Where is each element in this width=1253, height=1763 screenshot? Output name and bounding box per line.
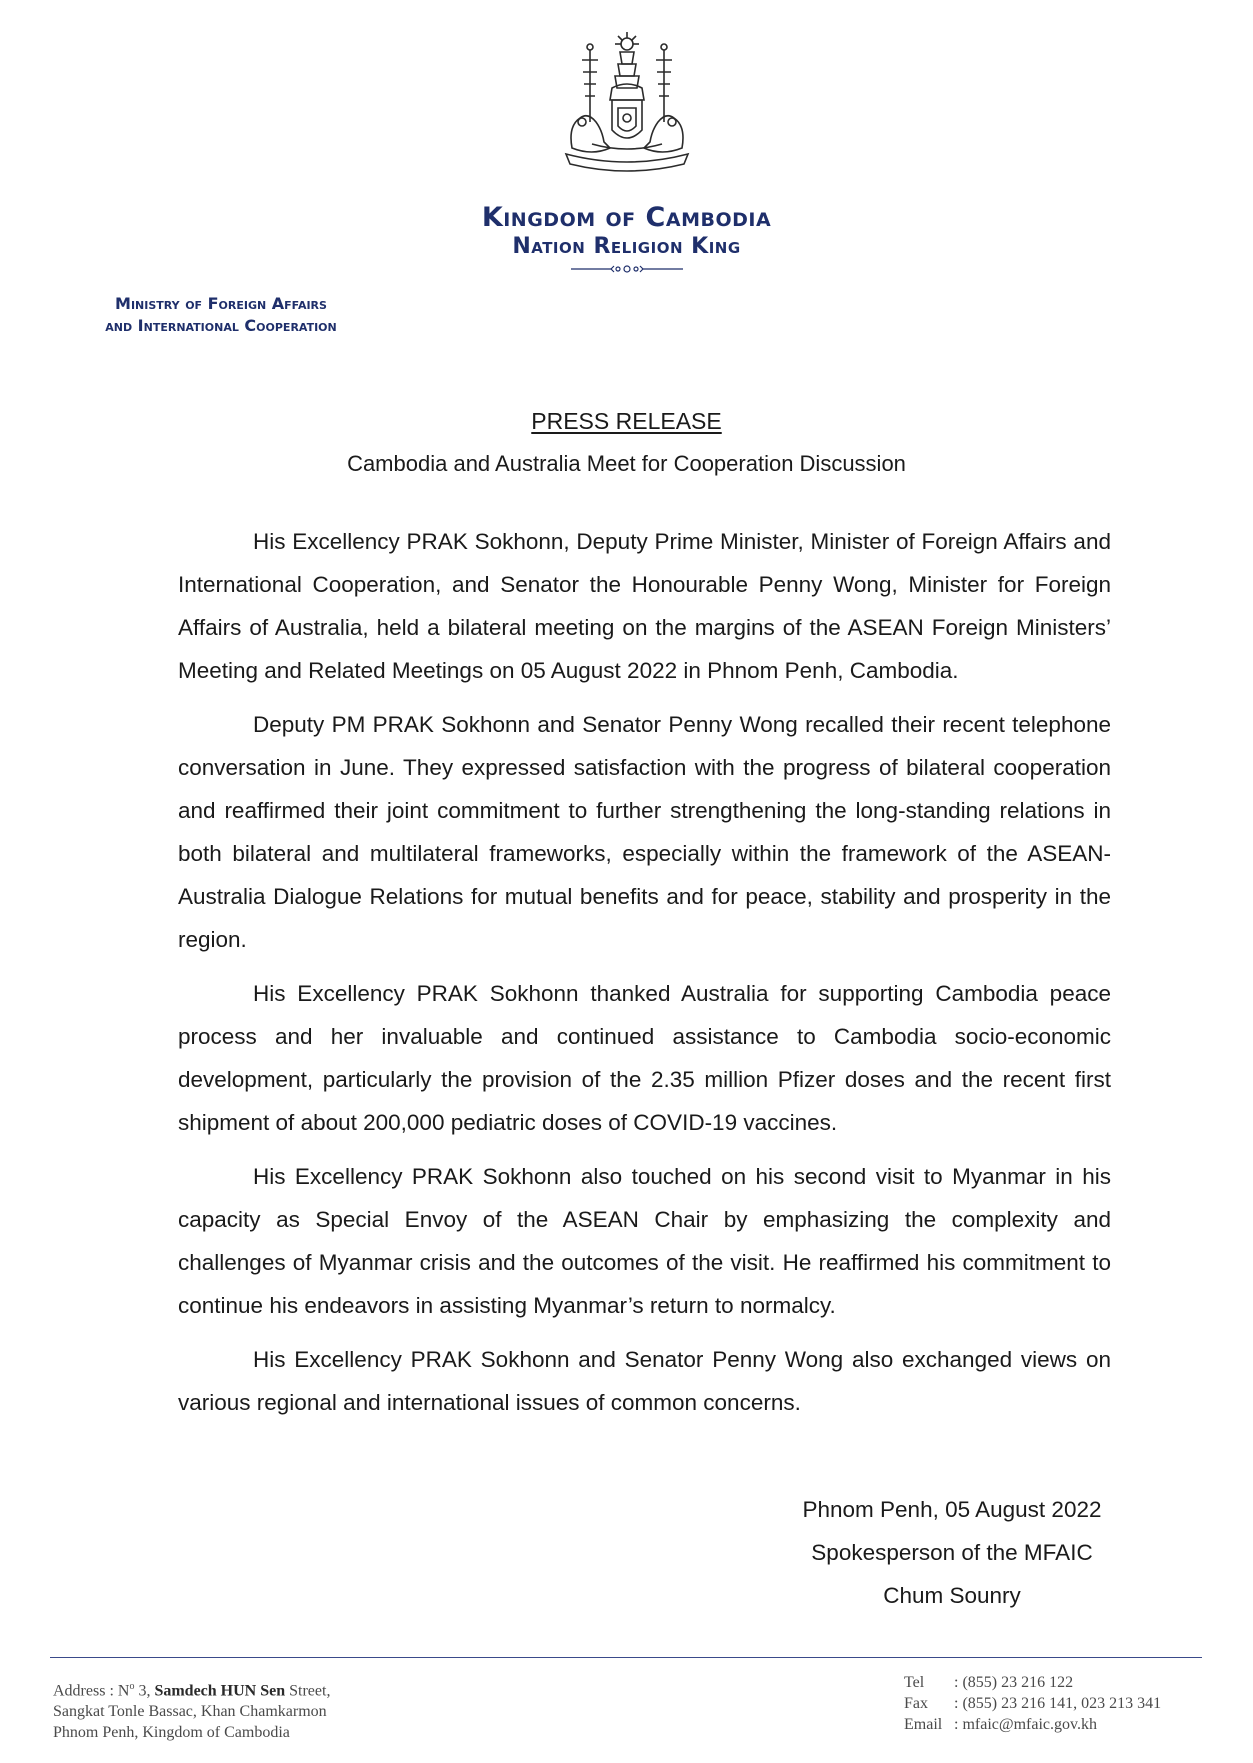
- paragraph: [178, 520, 1111, 692]
- paragraph-lead: Senator the Honourable Penny Wong: [500, 572, 892, 597]
- footer-divider: [50, 1657, 1202, 1658]
- paragraph: [178, 1338, 1111, 1424]
- address-number: 3,: [134, 1682, 155, 1700]
- email-value: : mfaic@mfaic.gov.kh: [954, 1716, 1097, 1733]
- paragraph: [178, 972, 1111, 1144]
- paragraph-text: recalled their recent telephone conversation in June. They expressed satisfaction with the progress of bilateral cooperation and reaffirmed their joint commitment to further strengthening the long-standing relations in both bilateral and multilateral frameworks, especially within the framework of the ASEAN-Australia Dialogue Relations for mutual benefits and for peace, stability and prosperity in the region.: [178, 712, 1112, 952]
- tel-label: Tel: [904, 1674, 925, 1691]
- ministry-name-line1: Ministry of Foreign Affairs: [115, 294, 327, 313]
- paragraph: [178, 1155, 1111, 1327]
- paragraph-lead: His Excellency PRAK Sokhonn: [253, 981, 579, 1006]
- national-motto: Nation Religion King: [512, 234, 741, 259]
- address-line2: Sangkat Tonle Bassac, Khan Chamkarmon: [53, 1703, 327, 1721]
- paragraph-text: and: [530, 712, 583, 737]
- contact-email: [904, 1714, 1161, 1735]
- paragraph-lead: His Excellency PRAK Sokhonn: [253, 1347, 570, 1372]
- footer-contacts: [904, 1672, 1161, 1735]
- paragraph-text: exchanged views on various regional and international issues of common concerns.: [178, 1347, 1111, 1415]
- ornament-divider-icon: [571, 264, 683, 274]
- signature-role: Spokesperson of the MFAIC: [811, 1540, 1093, 1565]
- address-street-suffix: Street,: [285, 1682, 331, 1700]
- signature-name: Chum Sounry: [883, 1583, 1021, 1608]
- address-street-name: Samdech HUN Sen: [154, 1682, 286, 1700]
- paragraph-text: also touched on his second visit to Myanmar in his capacity as Special Envoy of the ASEAN Chair by emphasizing the complexity and challenges of Myanmar crisis and the outcomes of the visit. He reaffirmed his commitment to continue his endeavors in assisting Myanmar’s return to normalcy.: [178, 1164, 1111, 1318]
- fax-label: Fax: [904, 1695, 928, 1712]
- press-release-heading: PRESS RELEASE: [531, 408, 722, 434]
- paragraph-lead: Senator Penny Wong also: [624, 1347, 894, 1372]
- ministry-name-line2: and International Cooperation: [105, 316, 337, 335]
- paragraph-lead: Senator Penny Wong: [582, 712, 798, 737]
- contact-fax: [904, 1693, 1161, 1714]
- kingdom-title: Kingdom of Cambodia: [481, 202, 772, 233]
- document-type: [0, 408, 1253, 435]
- press-release-body: [178, 520, 1111, 1435]
- paragraph-text: and: [569, 1347, 625, 1372]
- paragraph: [178, 703, 1111, 961]
- paragraph-text: thanked Australia for supporting Cambodia peace process and her invaluable and continued assistance to Cambodia socio-economic development, particularly the provision of the 2.35 million Pfizer doses and the recent first shipment of about 200,000 pediatric doses of COVID-19 vaccines.: [178, 981, 1111, 1135]
- email-label: Email: [904, 1716, 943, 1733]
- footer-address: [53, 1676, 330, 1743]
- fax-value: : (855) 23 216 141, 023 213 341: [954, 1695, 1162, 1712]
- paragraph-lead: His Excellency PRAK Sokhonn: [253, 1164, 572, 1189]
- address-number-superscript: o: [129, 1681, 135, 1692]
- paragraph-lead: Deputy PM PRAK Sokhonn: [253, 712, 531, 737]
- paragraph-text: , Minister for Foreign Affairs of Australia, held a bilateral meeting on the margins of the ASEAN Foreign Ministers’ Meeting and Related Meetings on 05 August 2022 in Phnom Penh, Cambodia.: [178, 572, 1112, 683]
- tel-value: : (855) 23 216 122: [954, 1674, 1074, 1691]
- contact-tel: [904, 1672, 1161, 1693]
- address-label: Address : N: [53, 1682, 130, 1700]
- paragraph-text: , Deputy Prime Minister, Minister of Foreign Affairs and International Cooperation, and: [178, 529, 1111, 597]
- address-line3: Phnom Penh, Kingdom of Cambodia: [53, 1724, 290, 1742]
- royal-coat-of-arms-icon: [552, 30, 702, 180]
- document-title: Cambodia and Australia Meet for Cooperation Discussion: [347, 451, 906, 476]
- paragraph-lead: His Excellency PRAK Sokhonn: [253, 529, 564, 554]
- address-line1: [53, 1676, 330, 1701]
- signature-place-date: Phnom Penh, 05 August 2022: [802, 1497, 1102, 1522]
